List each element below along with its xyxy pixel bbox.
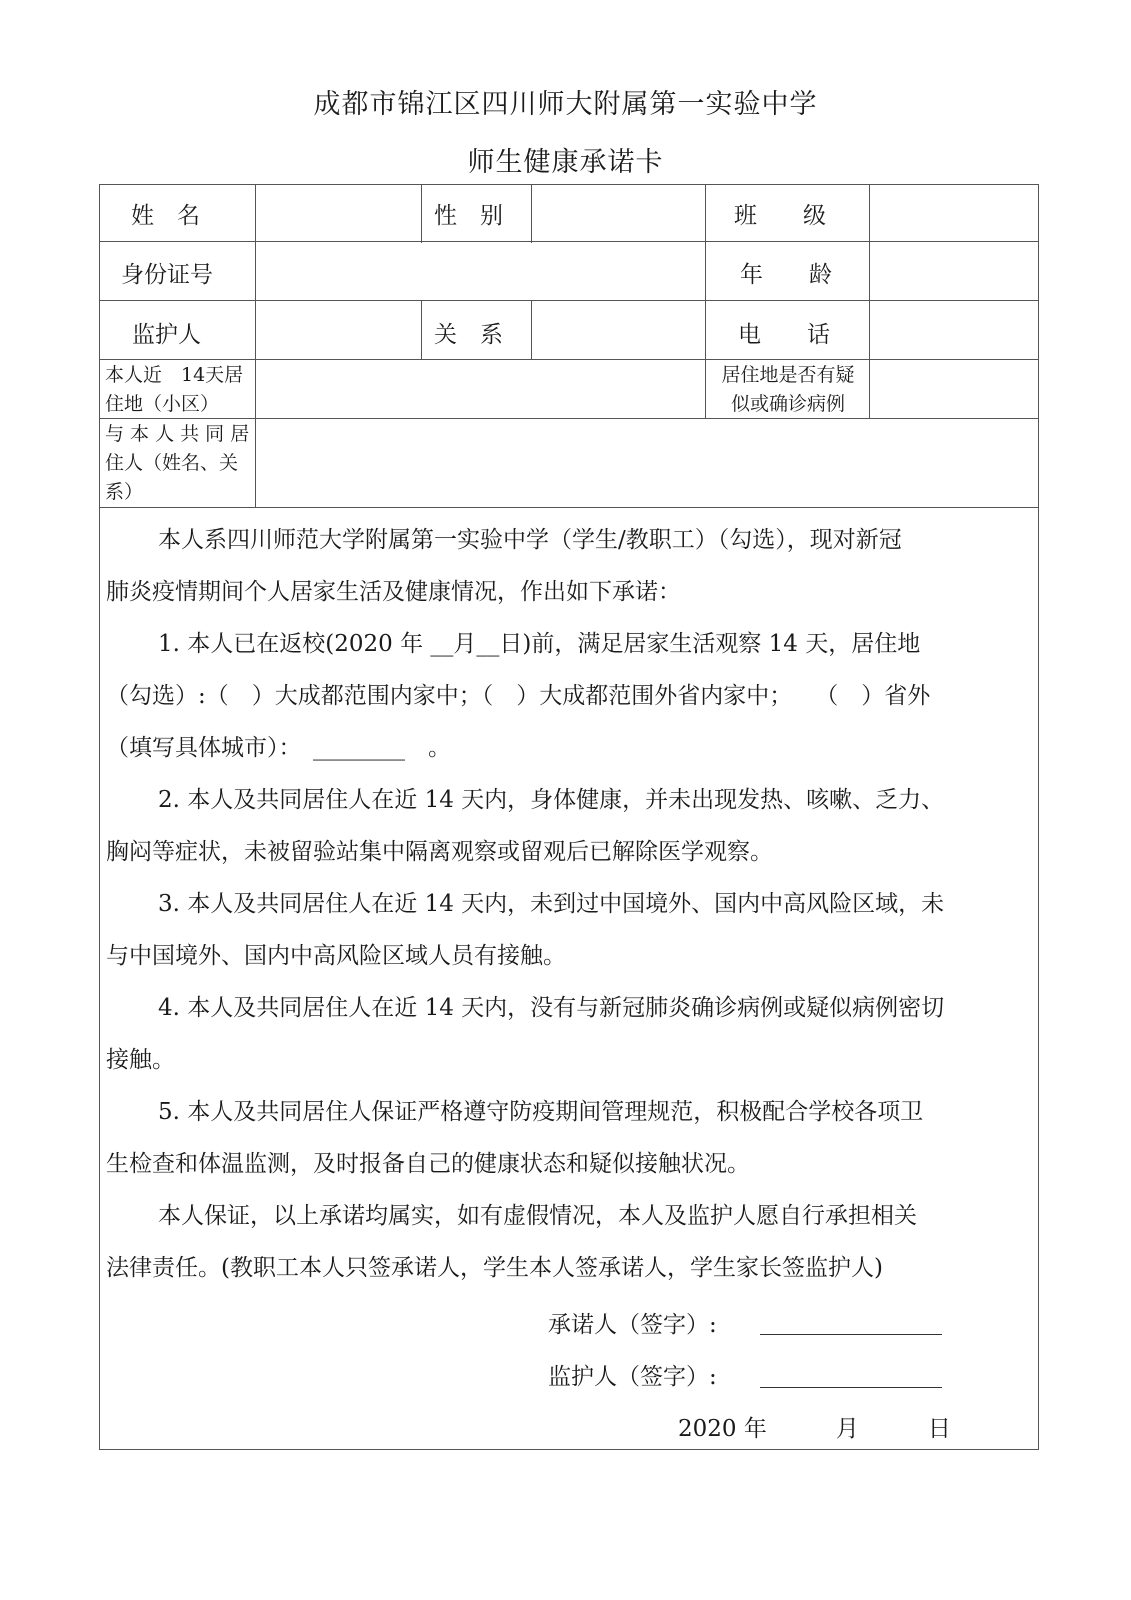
id-number-label: 身份证号 xyxy=(121,262,213,288)
case-label-line: 似或确诊病例 xyxy=(730,393,845,415)
item-1-line: （填写具体城市）： ________ 。 xyxy=(106,735,451,761)
name-field[interactable] xyxy=(255,184,421,241)
item-4-line: 接触。 xyxy=(106,1047,175,1073)
residence-label-line: 住地（小区） xyxy=(105,393,220,415)
item-3-line: 与中国境外、国内中高风险区域人员有接触。 xyxy=(106,943,566,969)
guardian-signature-label: 监护人（签字）: xyxy=(548,1364,717,1390)
cohabitant-label xyxy=(105,420,249,507)
phone-label: 电 话 xyxy=(738,322,830,348)
residence-field[interactable] xyxy=(255,359,705,418)
intro-line: 本人系四川师范大学附属第一实验中学（学生/教职工）（勾选），现对新冠 xyxy=(158,527,902,553)
document-subtitle: 师生健康承诺卡 xyxy=(467,147,664,178)
date-line: 2020 年 月 日 xyxy=(678,1416,951,1442)
age-label: 年 龄 xyxy=(740,262,832,288)
cohabitant-label-line: 住人（姓名、关 xyxy=(105,452,239,474)
item-1-line: （勾选）:（ ）大成都范围内家中；（ ）大成都范围外省内家中； （ ）省外 xyxy=(106,683,931,709)
intro-line: 肺炎疫情期间个人居家生活及健康情况，作出如下承诺： xyxy=(106,579,681,605)
relation-field[interactable] xyxy=(531,300,705,359)
document-title: 成都市锦江区四川师大附属第一实验中学 xyxy=(313,89,818,120)
cohabitant-label-line: 与 本 人 共 同 居 xyxy=(105,423,250,445)
item-2-line: 2. 本人及共同居住人在近 14 天内，身体健康，并未出现发热、咳嗽、乏力、 xyxy=(158,787,945,813)
row-divider xyxy=(99,507,1039,508)
relation-label: 关 系 xyxy=(434,322,503,348)
pledge-body xyxy=(106,514,1034,1294)
item-1-line: 1. 本人已在返校(2020 年 __月__日)前，满足居家生活观察 14 天，居住地 xyxy=(158,631,921,657)
item-3-line: 3. 本人及共同居住人在近 14 天内，未到过中国境外、国内中高风险区域，未 xyxy=(158,891,945,917)
signer-signature-line[interactable] xyxy=(760,1334,942,1335)
phone-field[interactable] xyxy=(869,300,1039,359)
col-divider xyxy=(705,184,706,418)
item-4-line: 4. 本人及共同居住人在近 14 天内，没有与新冠肺炎确诊病例或疑似病例密切 xyxy=(158,995,945,1021)
gender-label: 性 别 xyxy=(434,203,503,229)
signer-label: 承诺人（签字）: xyxy=(548,1312,717,1338)
case-label-line: 居住地是否有疑 xyxy=(721,364,855,386)
class-field[interactable] xyxy=(869,184,1039,241)
item-5-line: 5. 本人及共同居住人保证严格遵守防疫期间管理规范，积极配合学校各项卫 xyxy=(158,1099,924,1125)
id-number-field[interactable] xyxy=(255,241,705,300)
guardian-label: 监护人 xyxy=(132,322,201,348)
name-label: 姓 名 xyxy=(131,203,200,229)
cohabitant-label-line: 系） xyxy=(105,481,144,503)
col-divider xyxy=(421,300,422,359)
guardian-signature-line[interactable] xyxy=(760,1387,942,1388)
residence-label xyxy=(105,361,243,419)
residence-label-line: 本人近 14天居 xyxy=(105,364,244,386)
case-label xyxy=(713,361,863,419)
case-field[interactable] xyxy=(869,359,1039,418)
guardian-field[interactable] xyxy=(255,300,421,359)
pledge-line: 本人保证，以上承诺均属实，如有虚假情况，本人及监护人愿自行承担相关 xyxy=(158,1203,917,1229)
age-field[interactable] xyxy=(869,241,1039,300)
gender-field[interactable] xyxy=(531,184,705,241)
item-5-line: 生检查和体温监测，及时报备自己的健康状态和疑似接触状况。 xyxy=(106,1151,750,1177)
cohabitant-field[interactable] xyxy=(255,418,1039,507)
class-label: 班 级 xyxy=(734,203,826,229)
col-divider xyxy=(421,184,422,243)
item-2-line: 胸闷等症状，未被留验站集中隔离观察或留观后已解除医学观察。 xyxy=(106,839,773,865)
pledge-line: 法律责任。(教职工本人只签承诺人，学生本人签承诺人，学生家长签监护人) xyxy=(106,1255,883,1281)
